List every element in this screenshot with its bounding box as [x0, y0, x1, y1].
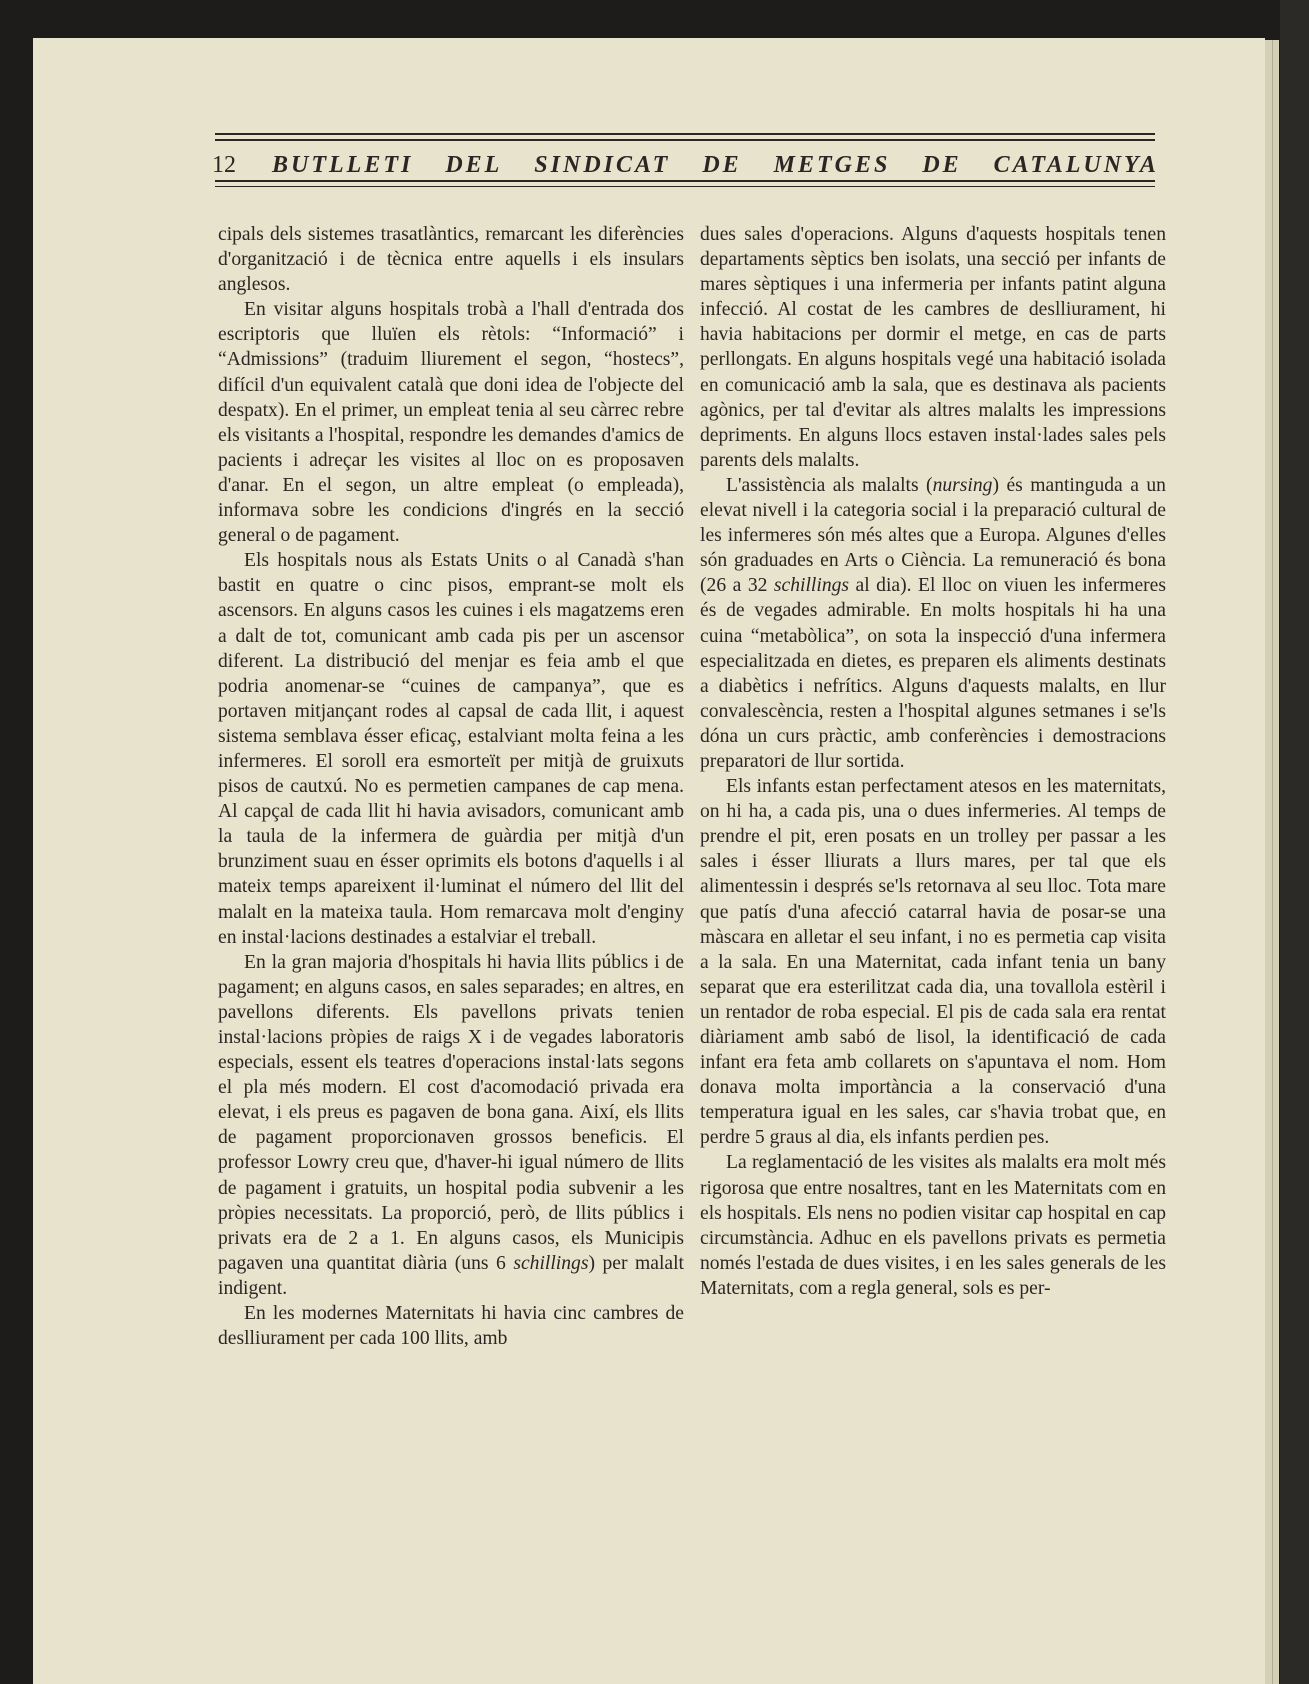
paragraph-text: En la gran majoria d'hospitals hi havia llits públics i de pagament; en alguns casos, en sales separades; en altres, en pavellons diferents. Els pavellons privats tenien instal·lacions pròpies de raigs X i de vegades laboratoris especials, essent els teatres d'operacions instal·lats segons el pla més modern. El cost d'acomodació privada era elevat, i els preus es pagaven de bona gana. Així, els llits de pagament proporcionaven grossos beneficis. El professor Lowry creu que, d'haver-hi igual número de llits de pagament i gratuits, un hospital podia subvenir a les pròpies necessitats. La proporció, però, de llits públics i privats era de 2 a 1. En alguns casos, els Municipis pagaven una quantitat diària (uns 6 — [218, 951, 684, 1274]
scanner-background — [1280, 0, 1309, 1684]
paragraph: En les modernes Maternitats hi havia cinc cambres de deslliurament per cada 100 llits, amb — [218, 1303, 684, 1350]
header-bottom-rule-thin — [215, 186, 1155, 187]
journal-title — [272, 150, 1159, 180]
paragraph — [218, 950, 684, 1301]
journal-title-word: DEL — [445, 152, 503, 178]
journal-title-word: METGES — [773, 152, 891, 178]
page-edge-line — [1272, 40, 1273, 1684]
paragraph-text: al dia). El lloc on viuen les infermeres és de vegades admirable. En molts hospitals hi ha una cuina “metabòlica”, on sota la inspecció d'una infermera especialitzada en dietes, es preparen els aliments destinats a diabètics i nefrítics. Alguns d'aquests malalts, en llur convalescència, resten a l'hospital algunes setmanes i se'ls dóna un curs pràctic, amb conferències i demostracions preparatori de llur sortida. — [700, 575, 1166, 772]
italic-term: schillings — [773, 575, 850, 597]
journal-title-word: CATALUNYA — [993, 152, 1159, 178]
journal-title-word: DE — [922, 152, 962, 178]
page-number: 12 — [212, 152, 236, 178]
header-top-rule-thin — [215, 139, 1155, 141]
header-top-rule-thick — [215, 133, 1155, 135]
right-column — [700, 222, 1166, 1301]
paragraph: dues sales d'operacions. Alguns d'aquests hospitals tenen departaments sèptics ben isolats, una secció per infants de mares sèptiques i una infermeria per infants patint alguna infecció. Al costat de les cambres de deslliurament, hi havia habitacions per dormir el metge, en cas de parts perllongats. En alguns hospitals vegé una habitació isolada en comunicació amb la sala, que es destinava als pacients agònics, per tal d'evitar als altres malalts les impressions depriments. En alguns llocs estaven instal·lades sales pels parents dels malalts. — [700, 224, 1166, 471]
paragraph — [700, 473, 1166, 774]
paragraph: En visitar alguns hospitals trobà a l'hall d'entrada dos escriptoris que lluïen els rètols: “Informació” i “Admissions” (traduim lliurement el segon, “hostecs”, difícil d'un equivalent català que doni idea de l'objecte del despatx). En el primer, un empleat tenia al seu càrrec rebre els visitants a l'hospital, respondre les demandes d'amics de pacients i adreçar les visites al lloc on es proposaven d'anar. En el segon, un altre empleat (o empleada), informava sobre les condicions d'ingrés en la secció general o de pagament. — [218, 299, 684, 547]
paragraph: Els hospitals nous als Estats Units o al Canadà s'han bastit en quatre o cinc pisos, emprant-se molt els ascensors. En alguns casos les cuines i els magatzems eren a dalt de tot, comunicant amb cada pis per un ascensor diferent. La distribució del menjar es feia amb el que podria anomenar-se “cuines de campanya”, que es portaven mitjançant rodes al capsal de cada llit, i aquest sistema semblava ésser eficaç, estalviant molta feina a les infermeres. El soroll era esmorteït per mitjà de gruixuts pisos de cautxú. No es permetien campanes de cap mena. Al capçal de cada llit hi havia avisadors, comunicant amb la taula de la infermera de guàrdia per mitjà d'un brunziment suau en ésser oprimits els botons d'aquells i al mateix temps apareixent il·luminat el número del llit del malalt en la mateixa taula. Hom remarcava molt d'enginy en instal·lacions destinades a estalviar el treball. — [218, 550, 684, 948]
paragraph: cipals dels sistemes trasatlàntics, remarcant les diferències d'organització i de tècnica entre aquells i els insulars anglesos. — [218, 224, 684, 296]
paragraph-text: L'assistència als malalts ( — [726, 474, 933, 496]
italic-term: schillings — [513, 1252, 589, 1274]
paragraph: La reglamentació de les visites als malalts era molt més rigorosa que entre nosaltres, tant en les Maternitats com en els hospitals. Els nens no podien visitar cap hospital en cap circumstància. Adhuc en els pavellons privats es permetia només l'estada de dues visites, i en les sales generals de les Maternitats, com a regla general, sols es per- — [700, 1152, 1166, 1299]
paragraph-text: ) és mantinguda a un elevat nivell i la categoria social i la preparació cultural de les infermeres són més altes que a Europa. Algunes d'elles són graduades en Arts o Ciència. La remuneració és bona (26 a 32 — [700, 474, 1166, 597]
italic-term: nursing — [932, 474, 993, 496]
paragraph-text: ) per malalt indigent. — [218, 1252, 684, 1299]
journal-title-word: BUTLLETI — [272, 152, 414, 178]
paragraph: Els infants estan perfectament atesos en les maternitats, on hi ha, a cada pis, una o dues infermeries. Al temps de prendre el pit, eren posats en un trolley per passar a les sales i ésser lliurats a llurs mares, per tal que els alimentessin i després se'ls retornava al seu lloc. Tota mare que patís d'una afecció catarral havia de posar-se una màscara en alletar el seu infant, i no es permetia cap visita a la sala. En una Maternitat, cada infant tenia un bany separat que era esterilitzat cada dia, una tovallola estèril i un rentador de roba especial. El pis de cada sala era rentat diàriament amb sabó de lisol, la identificació de cada infant era feta amb collarets on s'apuntava el nom. Hom donava molta importància a la conservació d'una temperatura igual en les sales, car s'havia trobat que, en perdre 5 graus al dia, els infants perdien pes. — [700, 776, 1166, 1149]
left-column — [218, 222, 684, 1351]
journal-title-word: SINDICAT — [534, 152, 671, 178]
header-bottom-rule-thick — [215, 180, 1155, 182]
journal-title-word: DE — [702, 152, 742, 178]
